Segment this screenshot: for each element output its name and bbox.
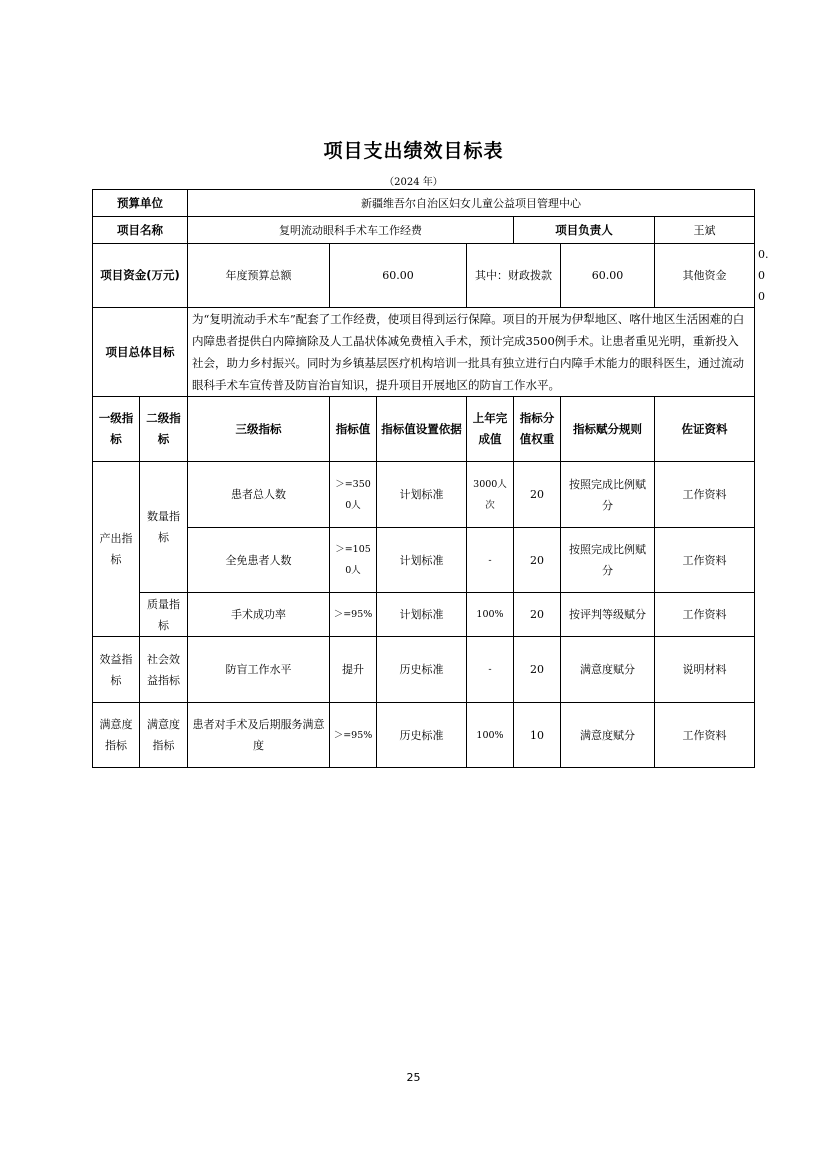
col-header: 三级指标 <box>188 397 330 462</box>
col-header: 二级指标 <box>140 397 188 462</box>
overall-goal-row <box>93 308 755 397</box>
indicator-name: 防盲工作水平 <box>188 637 330 703</box>
fiscal-value: 60.00 <box>561 244 655 308</box>
indicator-basis: 计划标准 <box>377 462 467 528</box>
level2-quantity: 数量指标 <box>140 462 188 593</box>
indicator-weight: 20 <box>514 462 561 528</box>
budget-unit-label: 预算单位 <box>93 190 188 217</box>
last-year-value: 100% <box>467 703 514 768</box>
indicator-value: ＞=3500人 <box>330 462 377 528</box>
indicator-weight: 20 <box>514 593 561 637</box>
scoring-rule: 按照完成比例赋分 <box>561 462 655 528</box>
col-header: 指标值设置依据 <box>377 397 467 462</box>
indicator-basis: 计划标准 <box>377 528 467 593</box>
fiscal-label: 其中：财政拨款 <box>467 244 561 308</box>
project-leader-label: 项目负责人 <box>514 217 655 244</box>
page-title: 项目支出绩效目标表 <box>323 140 504 162</box>
level2-quality: 质量指标 <box>140 593 188 637</box>
evidence: 工作资料 <box>655 462 755 528</box>
indicator-value: ＞=1050人 <box>330 528 377 593</box>
table-row <box>93 462 755 528</box>
indicator-basis: 历史标准 <box>377 637 467 703</box>
indicator-weight: 20 <box>514 637 561 703</box>
project-name-value: 复明流动眼科手术车工作经费 <box>188 217 514 244</box>
project-leader-value: 王斌 <box>655 217 755 244</box>
project-name-label: 项目名称 <box>93 217 188 244</box>
scoring-rule: 按照完成比例赋分 <box>561 528 655 593</box>
indicator-name: 患者对手术及后期服务满意度 <box>188 703 330 768</box>
col-header: 指标赋分规则 <box>561 397 655 462</box>
col-header: 佐证资料 <box>655 397 755 462</box>
evidence: 工作资料 <box>655 528 755 593</box>
indicator-weight: 10 <box>514 703 561 768</box>
project-name-row <box>93 217 755 244</box>
col-header: 一级指标 <box>93 397 140 462</box>
table-row <box>93 703 755 768</box>
funds-row: 项目资金(万元) 年度预算总额 60.00 其中：财政拨款 60.00 其他资金 0.00 <box>93 244 755 308</box>
funds-label: 项目资金(万元) <box>93 244 188 308</box>
scoring-rule: 满意度赋分 <box>561 703 655 768</box>
budget-unit-row <box>93 190 755 217</box>
indicator-basis: 历史标准 <box>377 703 467 768</box>
indicator-value: 提升 <box>330 637 377 703</box>
budget-unit-value: 新疆维吾尔自治区妇女儿童公益项目管理中心 <box>188 190 755 217</box>
indicator-weight: 20 <box>514 528 561 593</box>
indicator-name: 患者总人数 <box>188 462 330 528</box>
year-label: （2024 年） <box>384 177 443 188</box>
level1-output: 产出指标 <box>93 462 140 637</box>
table-row <box>93 637 755 703</box>
evidence: 工作资料 <box>655 703 755 768</box>
evidence: 说明材料 <box>655 637 755 703</box>
last-year-value: - <box>467 637 514 703</box>
overall-goal-label: 项目总体目标 <box>93 308 188 397</box>
column-header-row <box>93 397 755 462</box>
table-row <box>93 593 755 637</box>
overall-goal-text: 为“复明流动手术车”配套了工作经费，使项目得到运行保障。项目的开展为伊犁地区、喀什地区生活困难的白内障患者提供白内障摘除及人工晶状体减免费植入手术，预计完成3500例手术。让患者重见光明，重新投入社会，助力乡村振兴。同时为乡镇基层医疗机构培训一批具有独立进行白内障手术能力的眼科医生，通过流动眼科手术车宣传普及防盲治盲知识，提升项目开展地区的防盲工作水平。 <box>188 308 755 397</box>
scoring-rule: 按评判等级赋分 <box>561 593 655 637</box>
col-header: 指标值 <box>330 397 377 462</box>
scoring-rule: 满意度赋分 <box>561 637 655 703</box>
indicator-value: ＞=95% <box>330 703 377 768</box>
indicator-name: 全免患者人数 <box>188 528 330 593</box>
last-year-value: 100% <box>467 593 514 637</box>
indicator-basis: 计划标准 <box>377 593 467 637</box>
last-year-value: 3000人次 <box>467 462 514 528</box>
page-number: 25 <box>406 1071 421 1084</box>
col-header: 上年完成值 <box>467 397 514 462</box>
last-year-value: - <box>467 528 514 593</box>
level2-social: 社会效益指标 <box>140 637 188 703</box>
indicator-value: ＞=95% <box>330 593 377 637</box>
indicator-name: 手术成功率 <box>188 593 330 637</box>
level1-satisfaction: 满意度指标 <box>93 703 140 768</box>
annual-budget-value: 60.00 <box>330 244 467 308</box>
evidence: 工作资料 <box>655 593 755 637</box>
level2-satisfaction: 满意度指标 <box>140 703 188 768</box>
other-funds-label: 其他资金 <box>655 244 755 308</box>
table-row <box>93 528 755 593</box>
level1-benefit: 效益指标 <box>93 637 140 703</box>
annual-budget-label: 年度预算总额 <box>188 244 330 308</box>
performance-table <box>92 189 769 768</box>
col-header: 指标分值权重 <box>514 397 561 462</box>
